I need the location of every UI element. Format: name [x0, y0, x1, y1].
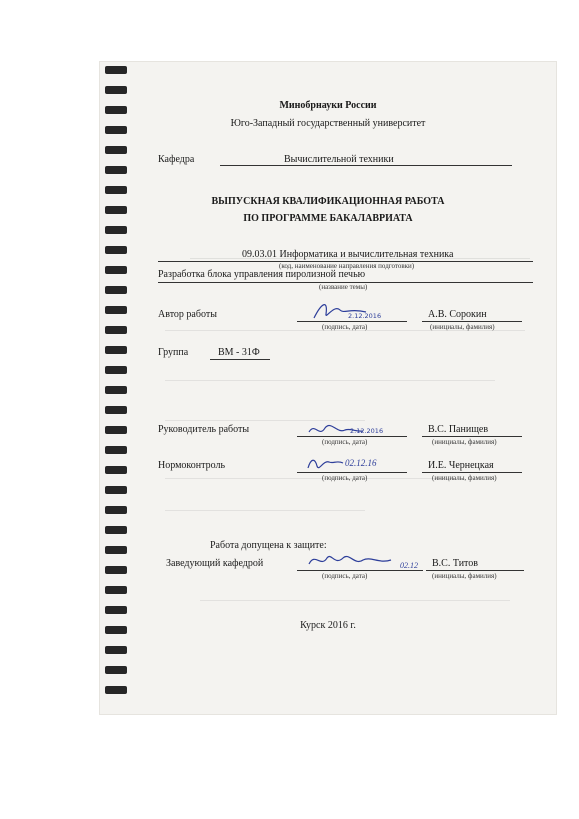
group-label: Группа — [158, 347, 189, 358]
author-name-caption: (инициалы, фамилия) — [430, 323, 495, 331]
department-underline — [220, 165, 512, 166]
supervisor-name-caption: (инициалы, фамилия) — [432, 438, 497, 446]
supervisor-name: В.С. Панищев — [428, 424, 489, 435]
head-name-underline — [426, 570, 524, 571]
normcontrol-signature-date: 02.12.16 — [345, 458, 377, 468]
head-label: Заведующий кафедрой — [166, 558, 264, 569]
supervisor-sig-caption: (подпись, дата) — [322, 438, 368, 446]
normcontrol-name: И.Е. Чернецкая — [428, 460, 494, 471]
city-year: Курск 2016 г. — [300, 620, 356, 631]
head-name: В.С. Титов — [432, 558, 479, 569]
normcontrol-label: Нормоконтроль — [158, 460, 226, 471]
supervisor-label: Руководитель работы — [158, 424, 250, 435]
group-underline — [210, 359, 270, 360]
author-label: Автор работы — [158, 309, 217, 320]
group-value: ВМ - 31Ф — [218, 347, 260, 358]
author-name-underline — [422, 321, 522, 322]
author-signature-date: 2.12.2016 — [348, 312, 382, 320]
head-sig-caption: (подпись, дата) — [322, 572, 368, 580]
author-name: А.В. Сорокин — [428, 309, 487, 320]
topic: Разработка блока управления пиролизной печью — [158, 269, 366, 280]
supervisor-signature-date: 2.12.2016 — [350, 427, 384, 435]
department-value: Вычислительной техники — [284, 154, 394, 165]
author-sig-caption: (подпись, дата) — [322, 323, 368, 331]
normcontrol-signature — [305, 454, 345, 474]
department-label: Кафедра — [158, 154, 195, 165]
supervisor-name-underline — [422, 436, 522, 437]
normcontrol-name-caption: (инициалы, фамилия) — [432, 474, 497, 482]
direction-caption: (код, наименование направления подготовки) — [279, 262, 415, 270]
normcontrol-sig-caption: (подпись, дата) — [322, 474, 368, 482]
title-line-1: ВЫПУСКНАЯ КВАЛИФИКАЦИОННАЯ РАБОТА — [211, 196, 445, 207]
title-line-2: ПО ПРОГРАММЕ БАКАЛАВРИАТА — [243, 213, 413, 224]
direction: 09.03.01 Информатика и вычислительная техника — [242, 249, 454, 260]
head-signature-date: 02.12 — [400, 561, 418, 570]
ministry: Минобрнауки России — [279, 100, 377, 111]
topic-caption: (название темы) — [319, 283, 368, 291]
head-signature — [305, 548, 395, 572]
author-signature — [310, 298, 370, 324]
normcontrol-name-underline — [422, 472, 522, 473]
admitted-text: Работа допущена к защите: — [210, 540, 327, 551]
head-name-caption: (инициалы, фамилия) — [432, 572, 497, 580]
university: Юго-Западный государственный университет — [230, 118, 426, 129]
